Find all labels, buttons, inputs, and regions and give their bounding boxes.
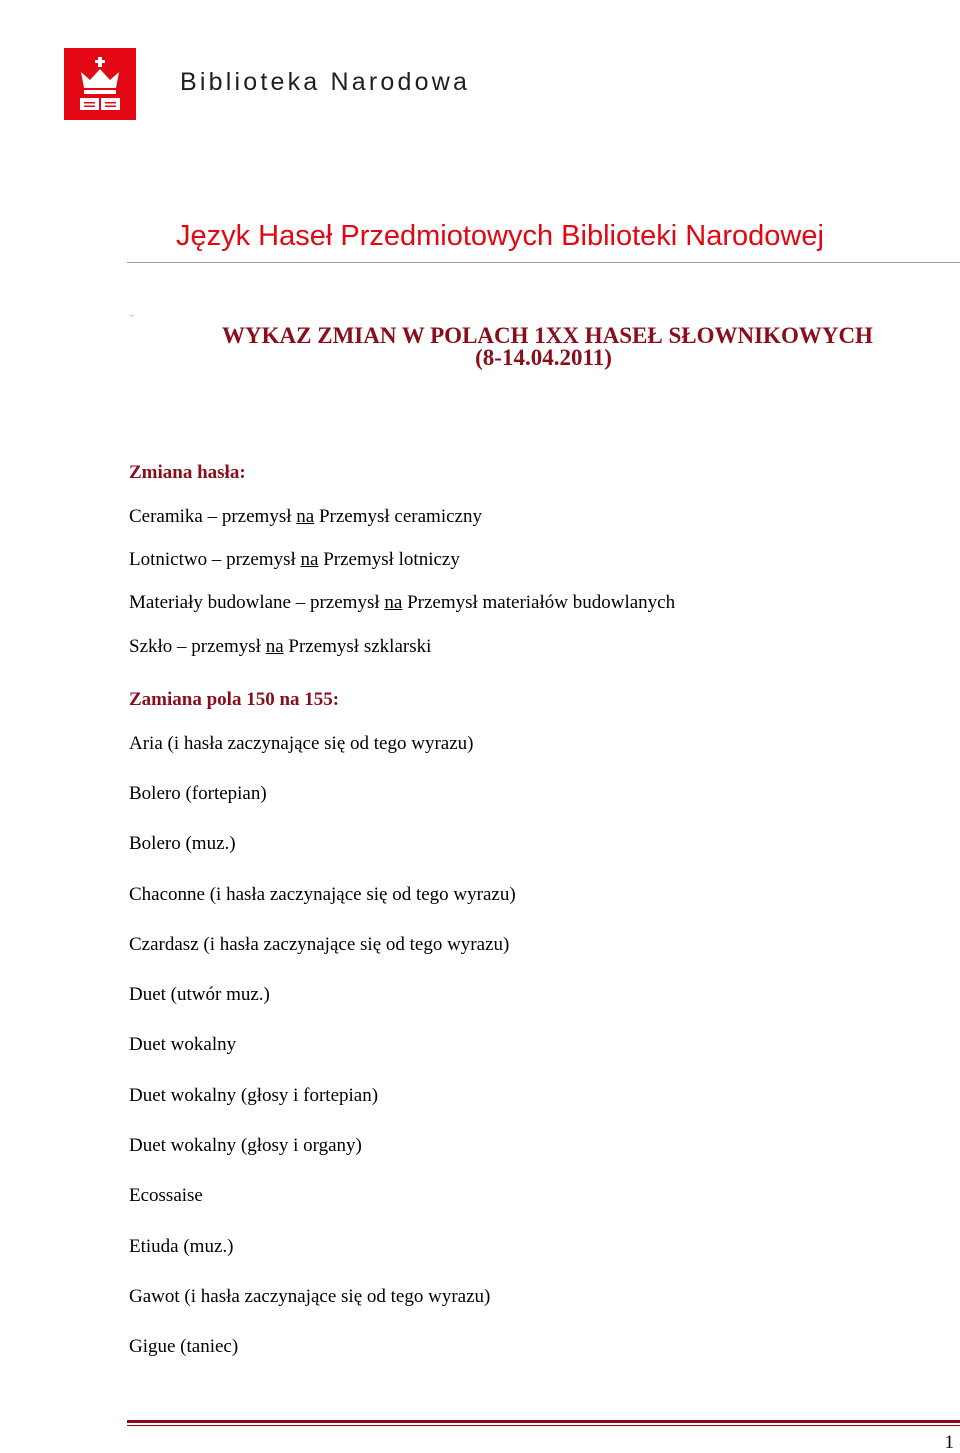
connector: na	[384, 592, 403, 613]
field-entry: Gigue (taniec)	[129, 1336, 239, 1357]
field-entry: Gawot (i hasła zaczynające się od tego wyrazu)	[129, 1286, 491, 1307]
field-entry: Aria (i hasła zaczynające się od tego wyrazu)	[129, 733, 474, 754]
field-entry: Etiuda (muz.)	[129, 1236, 234, 1257]
field-entry: Chaconne (i hasła zaczynające się od tego wyrazu)	[129, 884, 516, 905]
old-heading: Materiały budowlane – przemysł	[129, 592, 380, 613]
document-title: Język Haseł Przedmiotowych Biblioteki Narodowej	[176, 220, 824, 252]
crown-icon	[64, 48, 136, 120]
library-brand-name: Biblioteka Narodowa	[180, 68, 471, 96]
title-divider	[127, 262, 960, 263]
footer-divider	[127, 1420, 960, 1423]
change-entry	[129, 550, 460, 569]
new-heading: Przemysł materiałów budowlanych	[407, 592, 676, 613]
connector: na	[296, 506, 315, 527]
change-entry	[129, 593, 675, 612]
field-entry: Duet wokalny (głosy i organy)	[129, 1135, 362, 1156]
connector: na	[300, 549, 319, 570]
margin-mark: ¬	[129, 311, 134, 320]
field-entry: Duet wokalny	[129, 1034, 237, 1055]
change-entry	[129, 507, 482, 526]
new-heading: Przemysł lotniczy	[323, 549, 460, 570]
field-entry: Czardasz (i hasła zaczynające się od tego wyrazu)	[129, 934, 510, 955]
page-number: 1	[944, 1432, 954, 1453]
new-heading: Przemysł ceramiczny	[318, 506, 482, 527]
field-entry: Duet wokalny (głosy i fortepian)	[129, 1085, 379, 1106]
new-heading: Przemysł szklarski	[288, 636, 432, 657]
field-entry: Duet (utwór muz.)	[129, 984, 270, 1005]
field-entry: Ecossaise	[129, 1185, 203, 1206]
old-heading: Lotnictwo – przemysł	[129, 549, 296, 570]
field-entry: Bolero (fortepian)	[129, 783, 267, 804]
change-entry	[129, 637, 431, 656]
field-entry: Bolero (muz.)	[129, 833, 236, 854]
footer-divider-thin	[127, 1425, 960, 1426]
list-heading: WYKAZ ZMIAN W POLACH 1XX HASEŁ SŁOWNIKOWYCH	[222, 323, 873, 348]
library-logo	[64, 48, 136, 120]
change-section-heading: Zmiana hasła:	[129, 462, 246, 483]
list-date-range: (8-14.04.2011)	[475, 345, 612, 370]
old-heading: Szkło – przemysł	[129, 636, 261, 657]
old-heading: Ceramika – przemysł	[129, 506, 292, 527]
connector: na	[265, 636, 284, 657]
field-section-heading: Zamiana pola 150 na 155:	[129, 689, 340, 710]
